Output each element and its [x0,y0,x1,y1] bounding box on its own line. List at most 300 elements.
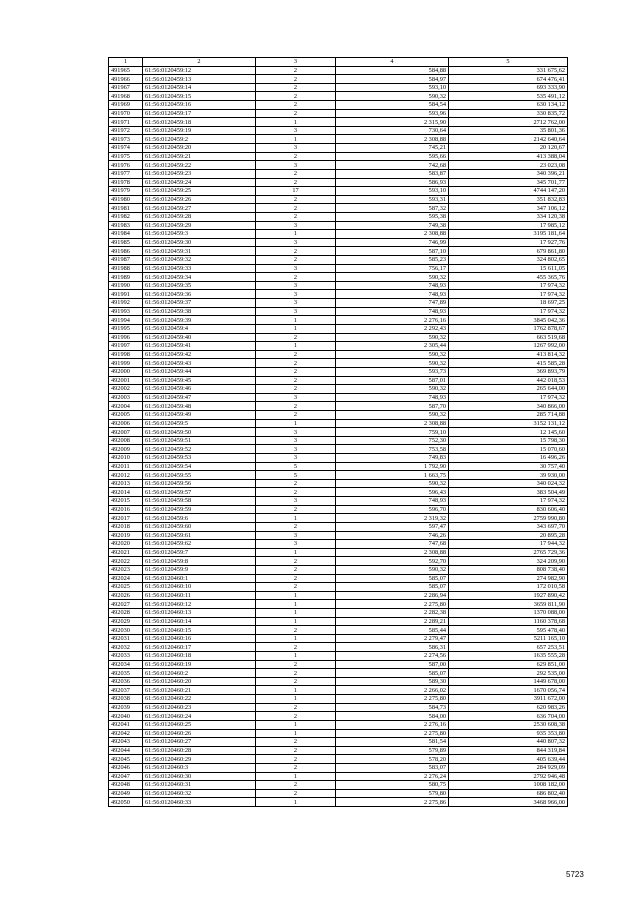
table-row [109,729,568,738]
row-number-cell: 491991 [109,290,143,299]
cadastral-number-cell: 61:56:0120459:12 [143,66,256,75]
cadastral-number-cell: 61:56:0120460:19 [143,660,256,669]
amount-cell: 347 106,12 [449,204,568,213]
amount-cell: 2792 946,48 [449,772,568,781]
row-number-cell: 491994 [109,316,143,325]
table-body [109,66,568,806]
value-cell: 1 792,90 [336,462,449,471]
group-cell: 2 [256,643,336,652]
row-number-cell: 491974 [109,144,143,153]
group-cell: 1 [256,514,336,523]
group-cell: 2 [256,703,336,712]
amount-cell: 935 353,80 [449,729,568,738]
table-row [109,600,568,609]
value-cell: 587,10 [336,247,449,256]
value-cell: 593,96 [336,109,449,118]
group-cell: 2 [256,178,336,187]
row-number-cell: 492013 [109,479,143,488]
row-number-cell: 491996 [109,333,143,342]
amount-cell: 17 974,32 [449,290,568,299]
row-number-cell: 491985 [109,238,143,247]
value-cell: 759,10 [336,428,449,437]
row-number-cell: 492038 [109,695,143,704]
amount-cell: 1762 878,67 [449,324,568,333]
value-cell: 1 663,75 [336,471,449,480]
value-cell: 746,26 [336,531,449,540]
table-row [109,264,568,273]
group-cell: 1 [256,798,336,807]
value-cell: 2 319,32 [336,514,449,523]
row-number-cell: 492015 [109,497,143,506]
amount-cell: 324 802,65 [449,256,568,265]
amount-cell: 657 253,51 [449,643,568,652]
table-row [109,144,568,153]
value-cell: 2 305,44 [336,342,449,351]
cadastral-number-cell: 61:56:0120460:32 [143,789,256,798]
cadastral-number-cell: 61:56:0120460:18 [143,652,256,661]
row-number-cell: 492005 [109,410,143,419]
amount-cell: 413 388,04 [449,152,568,161]
cadastral-number-cell: 61:56:0120459:32 [143,256,256,265]
amount-cell: 3152 131,12 [449,419,568,428]
row-number-cell: 492026 [109,591,143,600]
amount-cell: 595 478,40 [449,626,568,635]
table-row [109,187,568,196]
amount-cell: 340 396,21 [449,169,568,178]
cadastral-number-cell: 61:56:0120460:30 [143,772,256,781]
value-cell: 593,73 [336,367,449,376]
row-number-cell: 492045 [109,755,143,764]
row-number-cell: 491988 [109,264,143,273]
value-cell: 2 274,56 [336,652,449,661]
value-cell: 585,23 [336,256,449,265]
row-number-cell: 492006 [109,419,143,428]
group-cell: 2 [256,781,336,790]
cadastral-number-cell: 61:56:0120459:40 [143,333,256,342]
table-row [109,746,568,755]
group-cell: 3 [256,126,336,135]
row-number-cell: 492043 [109,738,143,747]
group-cell: 2 [256,669,336,678]
table-row [109,324,568,333]
value-cell: 2 275,80 [336,600,449,609]
value-cell: 585,07 [336,583,449,592]
table-row [109,686,568,695]
group-cell: 2 [256,204,336,213]
value-cell: 746,99 [336,238,449,247]
table-row [109,385,568,394]
table-row [109,789,568,798]
row-number-cell: 491967 [109,83,143,92]
header-cell-1: 1 [109,58,143,67]
value-cell: 597,47 [336,522,449,531]
table-row [109,428,568,437]
group-cell: 3 [256,144,336,153]
cadastral-number-cell: 61:56:0120459:43 [143,359,256,368]
group-cell: 3 [256,221,336,230]
group-cell: 2 [256,152,336,161]
amount-cell: 1670 056,74 [449,686,568,695]
row-number-cell: 491979 [109,187,143,196]
row-number-cell: 491968 [109,92,143,101]
header-row [109,58,568,67]
group-cell: 1 [256,135,336,144]
cadastral-number-cell: 61:56:0120460:25 [143,720,256,729]
value-cell: 592,70 [336,557,449,566]
table-row [109,540,568,549]
table-row [109,462,568,471]
value-cell: 584,88 [336,66,449,75]
row-number-cell: 492031 [109,634,143,643]
amount-cell: 15 798,30 [449,436,568,445]
value-cell: 2 308,88 [336,230,449,239]
amount-cell: 5211 165,10 [449,634,568,643]
amount-cell: 440 807,32 [449,738,568,747]
cadastral-number-cell: 61:56:0120459:13 [143,75,256,84]
group-cell: 2 [256,359,336,368]
value-cell: 583,07 [336,763,449,772]
table-row [109,230,568,239]
value-cell: 590,32 [336,350,449,359]
table-row [109,212,568,221]
table-row [109,548,568,557]
row-number-cell: 492032 [109,643,143,652]
row-number-cell: 491981 [109,204,143,213]
row-number-cell: 491999 [109,359,143,368]
value-cell: 590,32 [336,479,449,488]
row-number-cell: 492046 [109,763,143,772]
table-row [109,652,568,661]
row-number-cell: 492020 [109,540,143,549]
cadastral-number-cell: 61:56:0120459:25 [143,187,256,196]
amount-cell: 1370 088,00 [449,609,568,618]
amount-cell: 369 893,79 [449,367,568,376]
amount-cell: 405 639,44 [449,755,568,764]
table-row [109,126,568,135]
table-row [109,712,568,721]
group-cell: 2 [256,522,336,531]
value-cell: 2 315,90 [336,118,449,127]
cadastral-number-cell: 61:56:0120459:31 [143,247,256,256]
row-number-cell: 491993 [109,307,143,316]
row-number-cell: 492012 [109,471,143,480]
group-cell: 2 [256,367,336,376]
table-row [109,410,568,419]
group-cell: 3 [256,307,336,316]
cadastral-number-cell: 61:56:0120459:53 [143,454,256,463]
value-cell: 2 292,43 [336,324,449,333]
value-cell: 752,30 [336,436,449,445]
cadastral-number-cell: 61:56:0120460:31 [143,781,256,790]
table-row [109,703,568,712]
value-cell: 587,00 [336,660,449,669]
value-cell: 586,93 [336,178,449,187]
group-cell: 2 [256,273,336,282]
row-number-cell: 491969 [109,101,143,110]
table-row [109,75,568,84]
row-number-cell: 491992 [109,299,143,308]
table-row [109,583,568,592]
amount-cell: 1927 890,42 [449,591,568,600]
group-cell: 2 [256,350,336,359]
amount-cell: 535 491,12 [449,92,568,101]
row-number-cell: 492022 [109,557,143,566]
row-number-cell: 491970 [109,109,143,118]
cadastral-number-cell: 61:56:0120459:20 [143,144,256,153]
row-number-cell: 492014 [109,488,143,497]
table-row [109,273,568,282]
row-number-cell: 492024 [109,574,143,583]
cadastral-number-cell: 61:56:0120459:33 [143,264,256,273]
row-number-cell: 492000 [109,367,143,376]
amount-cell: 35 801,36 [449,126,568,135]
cadastral-number-cell: 61:56:0120459:27 [143,204,256,213]
value-cell: 593,10 [336,187,449,196]
group-cell: 2 [256,410,336,419]
table-row [109,738,568,747]
table-row [109,617,568,626]
cadastral-number-cell: 61:56:0120460:1 [143,574,256,583]
value-cell: 584,97 [336,75,449,84]
value-cell: 590,32 [336,385,449,394]
cadastral-number-cell: 61:56:0120459:6 [143,514,256,523]
amount-cell: 17 974,32 [449,393,568,402]
cadastral-number-cell: 61:56:0120459:23 [143,169,256,178]
row-number-cell: 491990 [109,281,143,290]
value-cell: 590,32 [336,273,449,282]
table-row [109,152,568,161]
table-row [109,299,568,308]
amount-cell: 340 866,00 [449,402,568,411]
cadastral-number-cell: 61:56:0120459:28 [143,212,256,221]
table-row [109,393,568,402]
amount-cell: 331 675,62 [449,66,568,75]
value-cell: 2 279,47 [336,634,449,643]
cadastral-number-cell: 61:56:0120459:29 [143,221,256,230]
row-number-cell: 492033 [109,652,143,661]
group-cell: 1 [256,609,336,618]
value-cell: 583,87 [336,169,449,178]
value-cell: 589,30 [336,677,449,686]
cadastral-number-cell: 61:56:0120459:9 [143,565,256,574]
row-number-cell: 492036 [109,677,143,686]
group-cell: 2 [256,195,336,204]
table-row [109,557,568,566]
amount-cell: 292 535,00 [449,669,568,678]
row-number-cell: 491976 [109,161,143,170]
cadastral-number-cell: 61:56:0120460:24 [143,712,256,721]
amount-cell: 844 319,84 [449,746,568,755]
cadastral-number-cell: 61:56:0120459:46 [143,385,256,394]
row-number-cell: 492035 [109,669,143,678]
data-table [108,57,568,807]
row-number-cell: 491973 [109,135,143,144]
amount-cell: 3845 042,36 [449,316,568,325]
value-cell: 2 286,94 [336,591,449,600]
value-cell: 2 308,88 [336,135,449,144]
value-cell: 748,93 [336,307,449,316]
table-row [109,221,568,230]
value-cell: 595,66 [336,152,449,161]
value-cell: 742,68 [336,161,449,170]
group-cell: 2 [256,247,336,256]
cadastral-number-cell: 61:56:0120459:51 [143,436,256,445]
cadastral-number-cell: 61:56:0120460:14 [143,617,256,626]
group-cell: 1 [256,600,336,609]
group-cell: 3 [256,531,336,540]
value-cell: 748,93 [336,393,449,402]
amount-cell: 693 333,90 [449,83,568,92]
value-cell: 593,31 [336,195,449,204]
amount-cell: 383 504,49 [449,488,568,497]
group-cell: 2 [256,402,336,411]
group-cell: 1 [256,729,336,738]
group-cell: 1 [256,118,336,127]
row-number-cell: 492009 [109,445,143,454]
group-cell: 3 [256,264,336,273]
amount-cell: 284 929,09 [449,763,568,772]
group-cell: 3 [256,281,336,290]
amount-cell: 1635 555,28 [449,652,568,661]
value-cell: 748,93 [336,281,449,290]
amount-cell: 20 120,67 [449,144,568,153]
group-cell: 1 [256,316,336,325]
row-number-cell: 491998 [109,350,143,359]
value-cell: 593,10 [336,83,449,92]
amount-cell: 351 832,83 [449,195,568,204]
group-cell: 2 [256,385,336,394]
table-row [109,677,568,686]
table-row [109,531,568,540]
group-cell: 1 [256,720,336,729]
cadastral-number-cell: 61:56:0120459:26 [143,195,256,204]
table-row [109,316,568,325]
cadastral-number-cell: 61:56:0120459:61 [143,531,256,540]
value-cell: 756,17 [336,264,449,273]
table-row [109,720,568,729]
row-number-cell: 491975 [109,152,143,161]
row-number-cell: 492016 [109,505,143,514]
group-cell: 1 [256,591,336,600]
row-number-cell: 491965 [109,66,143,75]
table-row [109,626,568,635]
value-cell: 596,70 [336,505,449,514]
group-cell: 2 [256,755,336,764]
value-cell: 747,68 [336,540,449,549]
table-row [109,497,568,506]
value-cell: 2 266,02 [336,686,449,695]
amount-cell: 23 023,08 [449,161,568,170]
group-cell: 3 [256,454,336,463]
cadastral-number-cell: 61:56:0120459:7 [143,548,256,557]
cadastral-number-cell: 61:56:0120459:22 [143,161,256,170]
amount-cell: 3195 181,64 [449,230,568,239]
group-cell: 2 [256,746,336,755]
cadastral-number-cell: 61:56:0120459:58 [143,497,256,506]
amount-cell: 2759 990,80 [449,514,568,523]
cadastral-number-cell: 61:56:0120459:18 [143,118,256,127]
value-cell: 2 308,88 [336,419,449,428]
table-row [109,333,568,342]
group-cell: 2 [256,479,336,488]
row-number-cell: 492002 [109,385,143,394]
value-cell: 2 276,16 [336,720,449,729]
table-header [109,58,568,67]
amount-cell: 15 070,60 [449,445,568,454]
value-cell: 586,31 [336,643,449,652]
row-number-cell: 492040 [109,712,143,721]
row-number-cell: 491978 [109,178,143,187]
cadastral-number-cell: 61:56:0120459:59 [143,505,256,514]
table-row [109,591,568,600]
table-row [109,445,568,454]
table-row [109,454,568,463]
cadastral-number-cell: 61:56:0120460:21 [143,686,256,695]
group-cell: 2 [256,488,336,497]
amount-cell: 674 476,41 [449,75,568,84]
amount-cell: 686 802,40 [449,789,568,798]
cadastral-number-cell: 61:56:0120460:28 [143,746,256,755]
amount-cell: 39 930,00 [449,471,568,480]
row-number-cell: 492025 [109,583,143,592]
table-row [109,772,568,781]
group-cell: 2 [256,83,336,92]
cadastral-number-cell: 61:56:0120460:23 [143,703,256,712]
table-row [109,565,568,574]
table-row [109,178,568,187]
row-number-cell: 492048 [109,781,143,790]
group-cell: 1 [256,772,336,781]
cadastral-number-cell: 61:56:0120459:50 [143,428,256,437]
group-cell: 17 [256,187,336,196]
value-cell: 584,00 [336,712,449,721]
table-row [109,169,568,178]
group-cell: 2 [256,101,336,110]
value-cell: 745,21 [336,144,449,153]
group-cell: 1 [256,652,336,661]
cadastral-number-cell: 61:56:0120459:34 [143,273,256,282]
group-cell: 1 [256,548,336,557]
table-row [109,419,568,428]
group-cell: 2 [256,565,336,574]
cadastral-number-cell: 61:56:0120459:57 [143,488,256,497]
row-number-cell: 492050 [109,798,143,807]
cadastral-number-cell: 61:56:0120459:38 [143,307,256,316]
group-cell: 1 [256,230,336,239]
cadastral-number-cell: 61:56:0120460:13 [143,609,256,618]
group-cell: 2 [256,333,336,342]
amount-cell: 16 496,26 [449,454,568,463]
amount-cell: 808 738,40 [449,565,568,574]
group-cell: 2 [256,92,336,101]
row-number-cell: 491997 [109,342,143,351]
row-number-cell: 492047 [109,772,143,781]
cadastral-number-cell: 61:56:0120460:2 [143,669,256,678]
table-row [109,488,568,497]
amount-cell: 620 983,26 [449,703,568,712]
cadastral-number-cell: 61:56:0120459:8 [143,557,256,566]
amount-cell: 413 814,32 [449,350,568,359]
cadastral-number-cell: 61:56:0120459:5 [143,419,256,428]
cadastral-number-cell: 61:56:0120460:20 [143,677,256,686]
table-row [109,798,568,807]
value-cell: 579,89 [336,746,449,755]
table-row [109,195,568,204]
value-cell: 585,07 [336,669,449,678]
amount-cell: 1449 678,00 [449,677,568,686]
cadastral-number-cell: 61:56:0120460:15 [143,626,256,635]
amount-cell: 3468 966,00 [449,798,568,807]
